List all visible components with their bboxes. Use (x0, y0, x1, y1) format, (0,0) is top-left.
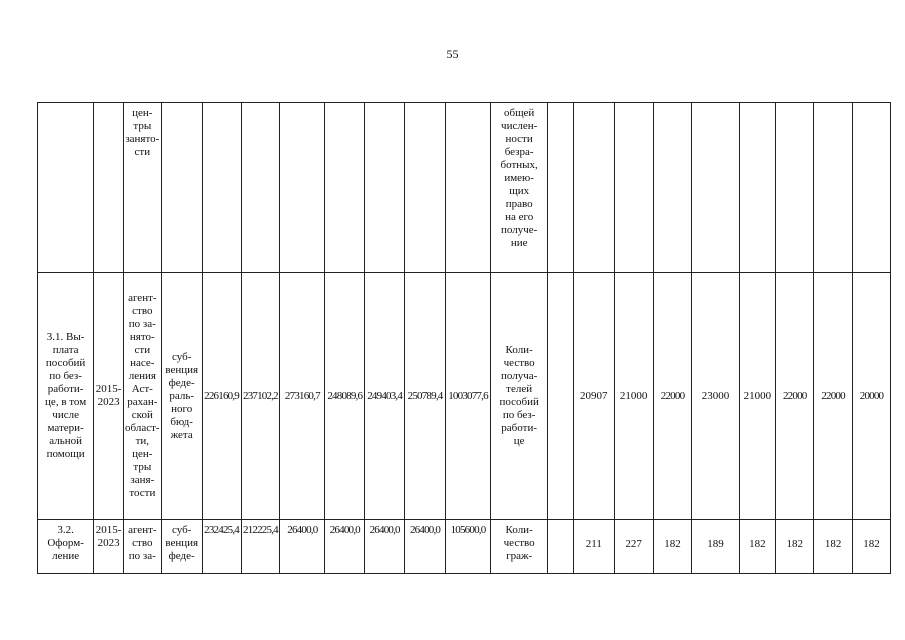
funding-source-cell (161, 103, 202, 273)
period-cell: 2015- 2023 (94, 520, 124, 574)
target-cell: 189 (692, 520, 739, 574)
target-cell: 182 (776, 520, 814, 574)
indicator-cell: Коли- чество получа- телей пособий по без- работи- це (491, 273, 548, 520)
value-cell: 26400,0 (280, 520, 325, 574)
value-cell: 273160,7 (280, 273, 325, 520)
table-row (38, 520, 891, 574)
target-cell: 20907 (573, 273, 614, 520)
budget-table (37, 102, 891, 574)
table-row (38, 273, 891, 520)
total-cell (446, 103, 491, 273)
executor-cell: агент- ство по за- (123, 520, 161, 574)
target-cell: 20000 (853, 273, 891, 520)
value-cell (202, 103, 241, 273)
indicator-cell: общей числен- ности безра- ботных, имею- щих право на его получе- ние (491, 103, 548, 273)
value-cell: 26400,0 (325, 520, 365, 574)
value-cell: 226160,9 (202, 273, 241, 520)
target-cell: 211 (573, 520, 614, 574)
executor-cell: агент- ство по за- нято- сти насе- ления Аст- рахан- ской област- ти, цен- тры заня- тости (123, 273, 161, 520)
funding-source-cell: суб- венция феде- раль- ного бюд- жета (161, 273, 202, 520)
value-cell (325, 103, 365, 273)
value-cell: 26400,0 (365, 520, 405, 574)
blank-cell (548, 520, 574, 574)
measure-name-cell: 3.2. Оформ- ление (38, 520, 94, 574)
funding-source-cell: суб- венция феде- (161, 520, 202, 574)
executor-cell: цен- тры занято- сти (123, 103, 161, 273)
target-cell: 21000 (739, 273, 776, 520)
target-cell: 227 (614, 520, 653, 574)
value-cell: 26400,0 (405, 520, 446, 574)
value-cell (365, 103, 405, 273)
blank-cell (548, 103, 574, 273)
value-cell (280, 103, 325, 273)
value-cell (405, 103, 446, 273)
measure-name-cell: 3.1. Вы- плата пособий по без- работи- це, в том числе матери- альной помощи (38, 273, 94, 520)
target-cell: 182 (739, 520, 776, 574)
measure-name-cell (38, 103, 94, 273)
target-cell: 182 (653, 520, 692, 574)
value-cell: 237102,2 (241, 273, 280, 520)
target-cell (653, 103, 692, 273)
target-cell: 23000 (692, 273, 739, 520)
value-cell (241, 103, 280, 273)
target-cell: 22000 (653, 273, 692, 520)
target-cell (692, 103, 739, 273)
target-cell (573, 103, 614, 273)
target-cell (853, 103, 891, 273)
target-cell (776, 103, 814, 273)
period-cell (94, 103, 124, 273)
target-cell: 22000 (776, 273, 814, 520)
value-cell: 250789,4 (405, 273, 446, 520)
value-cell: 248089,6 (325, 273, 365, 520)
target-cell: 182 (853, 520, 891, 574)
target-cell: 22000 (814, 273, 853, 520)
target-cell (614, 103, 653, 273)
value-cell: 232425,4 (202, 520, 241, 574)
table-row (38, 103, 891, 273)
page-number: 55 (446, 47, 459, 61)
blank-cell (548, 273, 574, 520)
value-cell: 212225,4 (241, 520, 280, 574)
target-cell: 21000 (614, 273, 653, 520)
indicator-cell: Коли- чество граж- (491, 520, 548, 574)
target-cell (814, 103, 853, 273)
target-cell (739, 103, 776, 273)
target-cell: 182 (814, 520, 853, 574)
value-cell: 249403,4 (365, 273, 405, 520)
total-cell: 1003077,6 (446, 273, 491, 520)
total-cell: 105600,0 (446, 520, 491, 574)
period-cell: 2015- 2023 (94, 273, 124, 520)
